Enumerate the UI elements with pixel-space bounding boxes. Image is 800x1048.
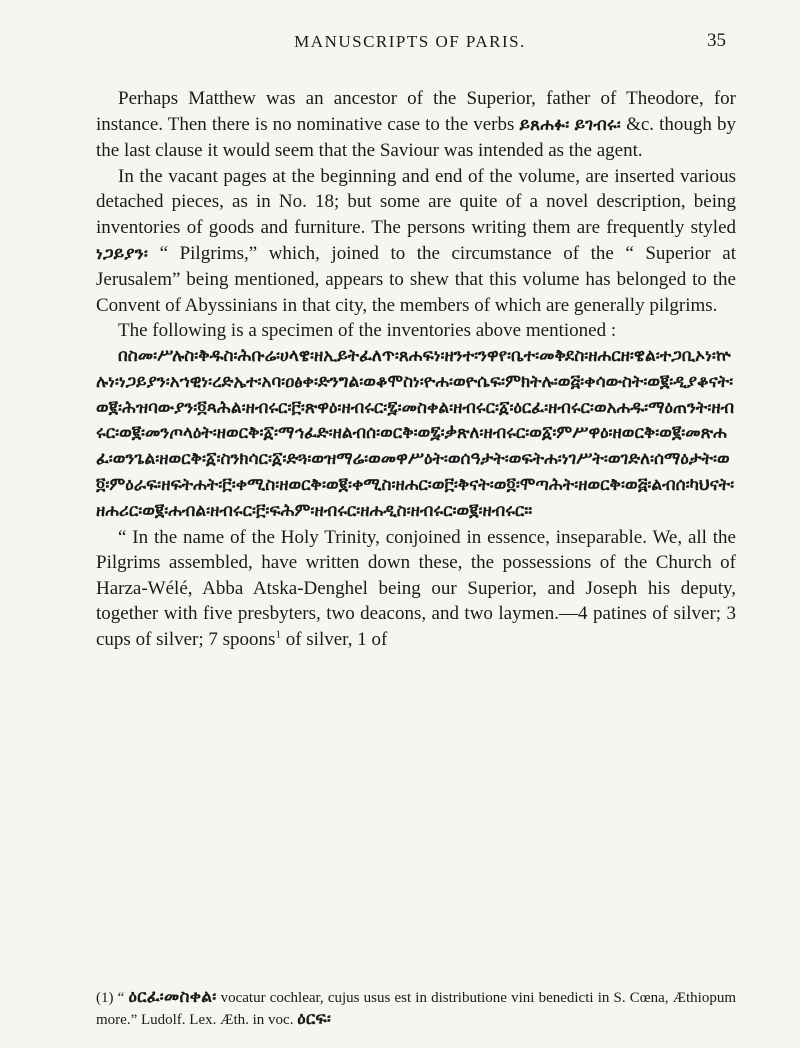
ethiopic-pilgrims-word: ነጋይያን፡ [96, 243, 149, 264]
para2-text-b: “ Pilgrims,” which, joined to the circumstance of the “ Superior at Jerusalem” being mentioned, appears to shew that this volume has belonged to the Convent of Abyssinians in that city, the members of which are generally pilgrims. [96, 242, 736, 316]
body-text [96, 86, 736, 652]
footnote [96, 987, 736, 1031]
paragraph-translation [96, 525, 736, 653]
footnote-reference[interactable]: 1 [275, 628, 281, 641]
footnote-text-a: vocatur cochlear, cujus usus est in distributione vini benedicti in S. Cœna, Æthiopum more.” Ludolf. Lex. Æth. in voc. [96, 990, 737, 1028]
running-title: MANUSCRIPTS OF PARIS. [294, 32, 526, 51]
footnote-marker: (1) [96, 990, 114, 1006]
para2-text-a: In the vacant pages at the beginning and end of the volume, are inserted various detached pieces, as in No. 18; but some are quite of a novel description, being inventories of goods and furniture. The persons writing them are frequently styled [96, 165, 736, 238]
paragraph-specimen-intro: The following is a specimen of the inventories above mentioned : [118, 320, 617, 342]
translation-text-b: of silver, 1 of [280, 628, 388, 650]
ethiopic-verb-1: ይጸሐፉ፡ [519, 114, 570, 135]
page-number: 35 [707, 30, 726, 51]
paragraph-verbs [96, 86, 736, 164]
paragraph-pilgrims [96, 164, 736, 319]
footnote-ethiopic-term: ዕርፈ፡መስቀል፡ [128, 987, 217, 1007]
para1-text-a: Perhaps Matthew was an ancestor of the Superior, father of Theodore, for instance. Then there is no nominative case to the verbs [96, 88, 736, 135]
footnote-open-quote: “ [117, 990, 125, 1006]
para1-text-b: &c. though by the last clause it would seem that the Saviour was intended as the agent. [96, 113, 737, 162]
ethiopic-verb-2: ይገብሩ፡ [574, 114, 622, 135]
footnote-ethiopic-term-2: ዕርፍ፡ [297, 1009, 332, 1029]
translation-text-a: “ In the name of the Holy Trinity, conjoined in essence, inseparable. We, all the Pilgrims assembled, have written down these, the possessions of the Church of Harza-Wélé, Abba Atska-Denghel being our Superior, and Joseph his deputy, together with five presbyters, two deacons, and two laymen.—4 patines of silver; 3 cups of silver; 7 spoons [96, 526, 736, 650]
ethiopic-inventory-text: በስመ፡ሥሉስ፡ቅዱስ፡ሕቡሬ፡ሀላዌ፡ዘኢይትፈለጥ፡ጸሐፍነ፡ዘንተ፡ንዋየ፡ቤተ፡መቅደስ፡ዘሐርዘ፡ዌል፡ተጋቢኦነ፡ኵሉነ፡ነጋይያን፡አኀዊነ፡ረድኤተ፡አባ፡ዐፅቀ፡ድንግል፡ወቆሞስነ፡ዮሐ፡ወዮሴፍ፡ምክትሉ፡ወ፭፡ቀሳውስት፡ወ፪፡ዲያቆናት፡ወ፪፡ሕዝባውያን፡፬ጻሕል፡ዘብሩር፡፫፡ጽዋዕ፡ዘብሩር፡፯፡መስቀል፡ዘብሩር፡፩፡ዕርፈ፡ዘብሩር፡ወአሐዱ፡ማዕጠንት፡ዘብሩር፡ወ፪፡መንጦላዕት፡ዘወርቅ፡፩፡ማኅፈድ፡ዘልብሰ፡ወርቅ፡ወ፯፡ቃጽለ፡ዘብሩር፡ወ፩፡ምሥዋዕ፡ዘወርቅ፡ወ፪፡መጽሐፈ፡ወንጌል፡ዘወርቅ፡፩፡ስንክሳር፡፩፡ድጓ፡ወዝማሬ፡ወመዋሥዕት፡ወሰዓታት፡ወፍትሐ፡ነገሥት፡ወገድለ፡ሰማዕታት፡ወ፬፡ምዕራፍ፡ዘፍትሐት፡፫፡ቀሚስ፡ዘወርቅ፡ወ፪፡ቀሚስ፡ዘሐር፡ወ፫፡ቅናት፡ወ፬፡ሞጣሕት፡ዘወርቅ፡ወ፭፡ልብሰ፡ካህናት፡ዘሐሪር፡ወ፪፡ሐብል፡ዘብሩር፡፫፡ፍሕም፡ዘብሩር፡ዘሐዲስ፡ዘብሩር፡ወ፪፡ዘብሩር። [96, 345, 735, 521]
